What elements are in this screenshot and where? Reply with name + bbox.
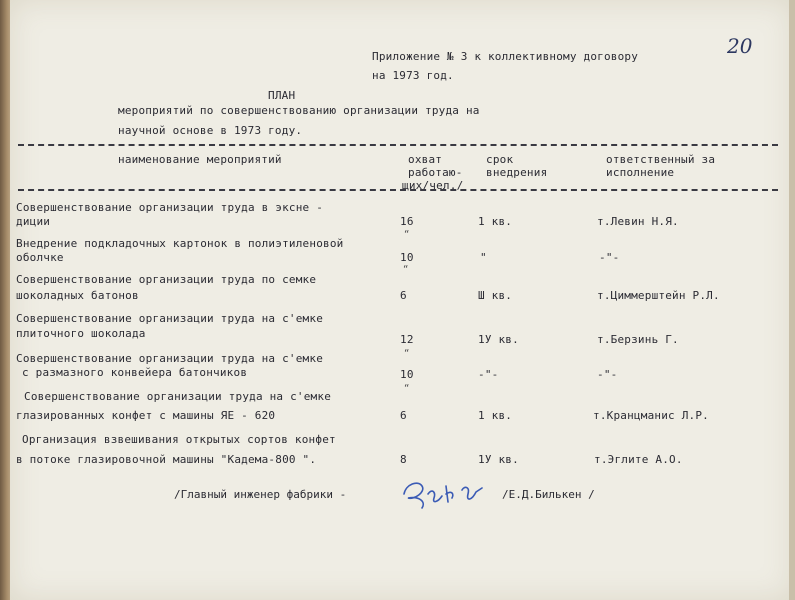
page-edge [789, 0, 795, 600]
page-number: 20 [727, 34, 753, 58]
plan-title: ПЛАН [268, 89, 296, 102]
row-4-coverage: 12 [400, 333, 414, 346]
row-4-responsible: т.Берзинь Г. [597, 333, 679, 346]
header-line-2: на 1973 год. [372, 69, 454, 82]
row-6-name-line-2: глазированных конфет с машины ЯЕ - 620 [16, 409, 276, 422]
row-1-responsible: т.Левин Н.Я. [597, 215, 679, 228]
col-header-name: наименование мероприятий [118, 153, 282, 166]
row-3-coverage: 6 [400, 289, 407, 302]
row-7-coverage: 8 [400, 453, 407, 466]
tick-mark: “ [403, 265, 409, 275]
row-7-term: 1У кв. [478, 453, 519, 466]
footer-title: /Главный инженер фабрики - [174, 488, 347, 501]
row-3-term: Ш кв. [478, 289, 513, 302]
row-1-coverage: 16 [400, 215, 414, 228]
col-header-term-1: срок [486, 153, 514, 166]
row-6-term: 1 кв. [478, 409, 513, 422]
row-6-coverage: 6 [400, 409, 407, 422]
table-header-rule [18, 189, 778, 191]
row-7-responsible: т.Эглите А.О. [594, 453, 683, 466]
row-2-name-line-1: Внедрение подкладочных картонок в полиэтиленовой [16, 237, 344, 250]
row-5-name-line-1: Совершенствование организации труда на с'емке [16, 352, 324, 365]
row-5-coverage: 10 [400, 368, 414, 381]
tick-mark: “ [404, 384, 410, 394]
col-header-coverage-1: охват [408, 153, 443, 166]
row-3-name-line-1: Совершенствование организации труда по семке [16, 273, 317, 286]
row-1-name-line-1: Совершенствование организации труда в эксне - [16, 201, 324, 214]
row-6-name-line-1: Совершенствование организации труда на с'емке [24, 390, 332, 403]
row-7-name-line-1: Организация взвешивания открытых сортов конфет [22, 433, 336, 446]
handwritten-signature [396, 472, 492, 512]
row-3-responsible: т.Циммерштейн Р.Л. [597, 289, 720, 302]
plan-subtitle-2: научной основе в 1973 году. [118, 124, 303, 137]
col-header-coverage-2: работаю- [408, 166, 463, 179]
table-top-rule [18, 144, 778, 146]
row-6-responsible: т.Кранцманис Л.Р. [593, 409, 709, 422]
tick-mark: “ [404, 230, 410, 240]
tick-mark: “ [404, 349, 410, 359]
row-5-responsible: -"- [597, 368, 618, 381]
row-5-name-line-2: с размазного конвейера батончиков [22, 366, 248, 379]
row-7-name-line-2: в потоке глазировочной машины "Кадема-800 ". [16, 453, 317, 466]
row-4-name-line-1: Совершенствование организации труда на с'емке [16, 312, 324, 325]
col-header-responsible-1: ответственный за [606, 153, 716, 166]
row-4-name-line-2: плиточного шоколада [16, 327, 146, 340]
row-2-responsible: -"- [599, 251, 620, 264]
header-line-1: Приложение № 3 к коллективному договору [372, 50, 639, 63]
footer-name: /Е.Д.Билькен / [502, 488, 595, 501]
row-2-term: " [480, 251, 487, 264]
row-5-term: -"- [478, 368, 499, 381]
col-header-responsible-2: исполнение [606, 166, 675, 179]
row-2-coverage: 10 [400, 251, 414, 264]
col-header-coverage-3: щих/чел./ [402, 179, 464, 192]
row-1-name-line-2: диции [16, 215, 51, 228]
row-2-name-line-2: оболчке [16, 251, 64, 264]
row-1-term: 1 кв. [478, 215, 513, 228]
row-4-term: 1У кв. [478, 333, 519, 346]
plan-subtitle-1: мероприятий по совершенствованию организации труда на [118, 104, 480, 117]
col-header-term-2: внедрения [486, 166, 548, 179]
row-3-name-line-2: шоколадных батонов [16, 289, 139, 302]
